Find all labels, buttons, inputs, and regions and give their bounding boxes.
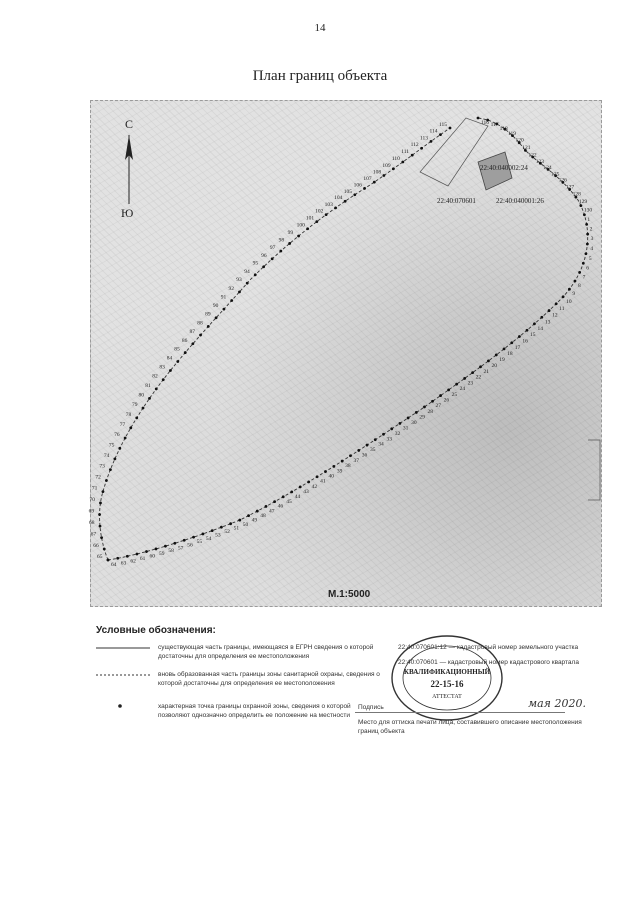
boundary-point-marker [148, 397, 151, 400]
boundary-point-label: 62 [130, 558, 136, 565]
boundary-point-label: 51 [233, 525, 240, 532]
stamp-seal [388, 632, 506, 724]
boundary-point-marker [162, 378, 165, 381]
boundary-point-label: 41 [320, 478, 326, 485]
boundary-point-label: 104 [334, 195, 343, 202]
boundary-point-label: 44 [294, 493, 301, 500]
boundary-point-label: 65 [97, 554, 103, 560]
cadastral-label: 22:40:040002:24 [480, 164, 528, 172]
boundary-point-marker [99, 502, 102, 505]
boundary-point-label: 21 [483, 368, 490, 375]
boundary-point-marker [290, 490, 293, 493]
boundary-point-label: 29 [419, 414, 425, 421]
boundary-point-marker [324, 470, 327, 473]
boundary-point-label: 64 [111, 562, 117, 568]
boundary-point-marker [439, 133, 442, 136]
boundary-point-label: 125 [551, 171, 560, 178]
boundary-point-label: 124 [543, 165, 552, 172]
boundary-point-marker [201, 533, 204, 536]
boundary-point-marker [124, 437, 127, 440]
boundary-point-label: 100 [296, 222, 305, 229]
boundary-point-label: 33 [386, 436, 392, 443]
boundary-point-marker [471, 371, 474, 374]
boundary-point-label: 122 [528, 152, 537, 159]
boundary-point-label: 67 [90, 531, 97, 538]
boundary-point-label: 92 [228, 285, 234, 292]
boundary-point-label: 15 [529, 332, 536, 339]
boundary-point-label: 26 [443, 397, 450, 404]
boundary-point-label: 128 [572, 191, 581, 198]
legend-item-point: характерная точка границы охранной зоны, сведения о которой позволяют однозначно определить ее положение на местности [158, 703, 351, 719]
boundary-point-marker [191, 342, 194, 345]
boundary-point-marker [455, 383, 458, 386]
boundary-point-label: 6 [586, 265, 590, 272]
boundary-point-marker [102, 490, 105, 493]
boundary-point-label: 99 [287, 230, 294, 237]
boundary-point-marker [265, 505, 268, 508]
boundary-point-label: 106 [353, 182, 362, 189]
boundary-point-marker [332, 465, 335, 468]
boundary-point-label: 12 [552, 312, 558, 319]
boundary-point-marker [192, 536, 195, 539]
boundary-point-label: 111 [401, 149, 410, 156]
boundary-point-label: 88 [197, 320, 203, 327]
south-label: Ю [121, 206, 134, 220]
boundary-point-marker [495, 354, 498, 357]
boundary-point-marker [583, 213, 586, 216]
boundary-point-label: 3 [590, 236, 594, 243]
boundary-point-label: 117 [490, 122, 499, 129]
boundary-point-marker [568, 288, 571, 291]
boundary-point-marker [586, 243, 589, 246]
boundary-point-label: 129 [578, 199, 588, 206]
boundary-point-marker [316, 475, 319, 478]
boundary-point-label: 107 [363, 176, 372, 183]
boundary-point-label: 39 [336, 468, 343, 475]
boundary-point-label: 75 [108, 442, 115, 449]
cadastral-label: 22:40:070601 [437, 197, 476, 205]
boundary-point-label: 84 [166, 355, 173, 362]
boundary-point-marker [238, 519, 241, 522]
north-label: С [125, 117, 134, 131]
boundary-point-label: 98 [278, 237, 285, 244]
svg-text:22-15-16: 22-15-16 [430, 679, 464, 689]
boundary-point-label: 17 [514, 344, 521, 351]
boundary-point-label: 114 [429, 128, 438, 135]
boundary-point-marker [155, 388, 158, 391]
boundary-point-marker [145, 550, 148, 553]
boundary-point-marker [307, 480, 310, 483]
boundary-point-marker [116, 557, 119, 560]
boundary-point-marker [411, 154, 414, 157]
boundary-point-label: 63 [120, 560, 127, 567]
legend-cadastral-parcel: 22:40:070601:12 — кадастровый номер земельного участка [398, 644, 579, 651]
svg-text:КВАЛИФИКАЦИОННЫЙ: КВАЛИФИКАЦИОННЫЙ [403, 668, 491, 676]
boundary-point-marker [109, 468, 112, 471]
page-title: План границ объекта [252, 68, 388, 84]
boundary-point-label: 48 [260, 513, 266, 520]
boundary-point-marker [299, 486, 302, 489]
boundary-point-label: 113 [419, 135, 429, 142]
boundary-point-marker [540, 316, 543, 319]
boundary-point-label: 126 [558, 177, 567, 184]
boundary-point-marker [118, 447, 121, 450]
boundary-point-marker [447, 388, 450, 391]
boundary-point-label: 119 [507, 131, 517, 138]
boundary-point-label: 60 [149, 553, 155, 560]
boundary-point-label: 13 [544, 319, 551, 326]
boundary-point-label: 86 [181, 337, 188, 344]
boundary-point-label: 102 [315, 208, 324, 215]
boundary-point-label: 43 [303, 488, 309, 495]
boundary-point-label: 54 [205, 535, 212, 542]
boundary-point-label: 18 [507, 350, 513, 357]
boundary-point-label: 96 [261, 252, 267, 259]
boundary-point-label: 45 [286, 498, 292, 505]
boundary-point-label: 85 [174, 346, 180, 353]
boundary-point-marker [315, 220, 318, 223]
boundary-point-marker [334, 206, 337, 209]
boundary-point-marker [390, 427, 393, 430]
boundary-point-label: 47 [268, 508, 275, 515]
boundary-point-marker [423, 405, 426, 408]
boundary-point-label: 97 [269, 245, 276, 252]
boundary-point-label: 30 [411, 419, 417, 426]
boundary-point-marker [256, 510, 259, 513]
boundary-point-marker [430, 140, 433, 143]
boundary-point-marker [477, 117, 480, 120]
boundary-point-marker [526, 329, 529, 332]
boundary-point-label: 68 [88, 520, 95, 527]
boundary-point-label: 10 [566, 298, 572, 305]
boundary-point-label: 81 [145, 382, 151, 389]
boundary-point-label: 93 [236, 277, 242, 284]
boundary-point-marker [183, 539, 186, 542]
boundary-point-marker [392, 167, 395, 170]
boundary-point-label: 69 [88, 508, 95, 515]
boundary-point-marker [164, 545, 167, 548]
boundary-point-marker [98, 513, 101, 516]
boundary-point-label: 8 [577, 283, 581, 290]
boundary-point-label: 22 [475, 374, 482, 381]
boundary-point-marker [199, 334, 202, 337]
map-scale: М.1:5000 [328, 589, 371, 600]
boundary-point-label: 52 [224, 529, 230, 536]
boundary-point-marker [349, 454, 352, 457]
boundary-point-label: 46 [277, 503, 284, 510]
boundary-point-label: 72 [95, 474, 101, 481]
boundary-point-label: 89 [205, 311, 211, 318]
boundary-point-label: 78 [125, 411, 132, 418]
boundary-point-marker [382, 433, 385, 436]
boundary-point-label: 23 [467, 380, 474, 387]
boundary-point-label: 120 [515, 137, 524, 144]
cadastral-label: 22:40:040001:26 [496, 197, 544, 205]
boundary-point-label: 55 [196, 539, 203, 546]
boundary-point-marker [341, 460, 344, 463]
boundary-point-label: 36 [361, 452, 368, 459]
boundary-point-marker [518, 335, 521, 338]
boundary-point-marker [586, 233, 589, 236]
boundary-point-label: 20 [491, 362, 497, 369]
boundary-point-marker [373, 181, 376, 184]
boundary-point-marker [135, 416, 138, 419]
boundary-point-marker [176, 360, 179, 363]
boundary-point-label: 27 [435, 403, 442, 410]
boundary-point-marker [449, 127, 452, 130]
boundary-point-marker [344, 200, 347, 203]
boundary-point-label: 53 [215, 532, 221, 539]
boundary-point-marker [173, 542, 176, 545]
boundary-point-marker [399, 422, 402, 425]
boundary-point-label: 87 [189, 329, 196, 336]
boundary-point-label: 1 [587, 216, 591, 223]
boundary-point-marker [325, 213, 328, 216]
boundary-point-label: 90 [212, 303, 219, 310]
boundary-point-label: 130 [583, 207, 593, 214]
boundary-point-label: 79 [131, 402, 138, 409]
boundary-point-label: 95 [252, 260, 259, 267]
boundary-point-marker [155, 548, 158, 551]
boundary-point-marker [463, 377, 466, 380]
boundary-point-label: 19 [499, 356, 505, 363]
boundary-point-label: 74 [103, 452, 110, 459]
boundary-point-label: 25 [451, 391, 458, 398]
boundary-point-label: 35 [370, 447, 376, 454]
boundary-point-label: 32 [394, 430, 401, 437]
boundary-point-marker [578, 271, 581, 274]
boundary-point-marker [582, 262, 585, 265]
boundary-point-label: 40 [328, 473, 334, 480]
boundary-point-marker [254, 273, 257, 276]
boundary-point-marker [262, 265, 265, 268]
legend-point-icon [118, 704, 122, 708]
boundary-point-label: 108 [372, 169, 382, 176]
boundary-point-marker [585, 223, 588, 226]
boundary-point-marker [215, 316, 218, 319]
boundary-point-label: 24 [459, 386, 466, 393]
boundary-point-marker [279, 250, 282, 253]
boundary-point-label: 80 [138, 392, 144, 399]
boundary-point-label: 77 [119, 421, 126, 428]
boundary-point-marker [357, 449, 360, 452]
boundary-point-label: 9 [572, 291, 576, 298]
boundary-point-marker [420, 147, 423, 150]
boundary-point-marker [555, 302, 558, 305]
boundary-point-marker [503, 347, 506, 350]
boundary-point-label: 82 [152, 373, 158, 380]
boundary-point-marker [229, 522, 232, 525]
boundary-point-marker [247, 514, 250, 517]
boundary-point-label: 50 [242, 522, 249, 529]
boundary-point-label: 2 [589, 226, 593, 233]
boundary-point-label: 7 [582, 274, 586, 281]
boundary-point-marker [407, 417, 410, 420]
north-arrow-icon [125, 135, 133, 204]
boundary-point-label: 121 [522, 144, 531, 151]
boundary-point-marker [100, 536, 103, 539]
legend-title: Условные обозначения: [96, 625, 216, 636]
boundary-point-marker [207, 325, 210, 328]
boundary-point-marker [562, 295, 565, 298]
boundary-point-marker [353, 193, 356, 196]
boundary-point-marker [439, 394, 442, 397]
boundary-point-marker [238, 290, 241, 293]
boundary-point-label: 4 [590, 246, 594, 253]
boundary-point-label: 31 [402, 425, 409, 432]
boundary-point-label: 5 [588, 255, 592, 262]
boundary-point-label: 71 [91, 485, 98, 492]
boundary-point-label: 105 [343, 188, 353, 195]
legend-item-new: вновь образованная часть границы зоны санитарной охраны, сведения о которой достаточны для определения ее местоположения [158, 671, 380, 687]
outer-boundary-points [107, 117, 594, 568]
boundary-point-marker [282, 495, 285, 498]
boundary-point-marker [223, 308, 226, 311]
boundary-point-marker [113, 457, 116, 460]
boundary-point-marker [479, 365, 482, 368]
boundary-point-label: 127 [565, 184, 575, 191]
right-edge-parcel [588, 440, 600, 500]
boundary-point-marker [169, 369, 172, 372]
boundary-point-marker [136, 553, 139, 556]
boundary-point-label: 49 [251, 517, 258, 524]
boundary-point-label: 110 [391, 155, 400, 162]
boundary-point-marker [487, 359, 490, 362]
svg-text:АТТЕСТАТ: АТТЕСТАТ [432, 694, 462, 700]
boundary-point-marker [129, 426, 132, 429]
boundary-point-label: 37 [353, 457, 359, 464]
boundary-point-marker [246, 282, 249, 285]
boundary-point-label: 61 [139, 556, 146, 563]
stamp-place-note: Место для оттиска печати лица, составившего описание местоположения границ объекта [358, 719, 582, 735]
boundary-point-marker [273, 500, 276, 503]
inner-boundary-points [89, 122, 452, 561]
boundary-point-label: 66 [93, 542, 99, 549]
boundary-point-marker [510, 341, 513, 344]
boundary-point-marker [431, 400, 434, 403]
boundary-point-marker [105, 479, 108, 482]
signature-date: мая 2020. [528, 697, 586, 710]
boundary-point-label: 56 [187, 542, 193, 549]
boundary-point-marker [585, 252, 588, 255]
boundary-point-label: 112 [410, 142, 419, 149]
boundary-point-label: 58 [168, 548, 174, 555]
boundary-point-label: 109 [382, 162, 391, 169]
boundary-point-label: 91 [220, 294, 227, 301]
boundary-point-marker [306, 227, 309, 230]
boundary-point-label: 34 [378, 441, 384, 448]
boundary-point-marker [184, 351, 187, 354]
legend-item-existing: существующая часть границы, имеющаяся в ЕГРН сведения о которой достаточны для определения ее местоположения [158, 644, 374, 660]
boundary-point-label: 38 [345, 463, 351, 470]
boundary-point-label: 101 [305, 215, 315, 222]
boundary-point-label: 103 [324, 201, 333, 208]
boundary-point-label: 115 [439, 122, 448, 128]
boundary-point-marker [230, 299, 233, 302]
boundary-point-label: 11 [559, 305, 565, 312]
boundary-point-marker [211, 529, 214, 532]
boundary-point-label: 83 [159, 364, 165, 371]
boundary-point-marker [548, 309, 551, 312]
boundary-point-label: 57 [177, 545, 184, 552]
boundary-point-label: 118 [499, 125, 508, 132]
signature-label: Подпись [358, 704, 384, 711]
boundary-point-marker [220, 526, 223, 529]
boundary-point-marker [374, 438, 377, 441]
boundary-point-marker [297, 235, 300, 238]
legend-cadastral-quarter: 22:40:070601 — кадастровый номер кадастрового квартала [398, 659, 579, 666]
boundary-point-label: 14 [537, 325, 543, 332]
boundary-point-marker [415, 411, 418, 414]
boundary-point-marker [126, 555, 129, 558]
boundary-point-marker [271, 257, 274, 260]
signature-line [355, 712, 565, 713]
boundary-point-label: 59 [158, 550, 165, 557]
boundary-point-label: 94 [244, 268, 250, 275]
boundary-point-label: 123 [535, 159, 544, 166]
boundary-point-marker [103, 548, 106, 551]
page-number: 14 [314, 22, 326, 34]
boundary-point-label: 70 [89, 496, 95, 503]
boundary-point-marker [363, 187, 366, 190]
boundary-point-marker [288, 242, 291, 245]
boundary-point-marker [366, 444, 369, 447]
boundary-point-marker [142, 407, 145, 410]
boundary-point-label: 16 [522, 338, 528, 345]
boundary-point-label: 76 [114, 431, 120, 438]
boundary-point-marker [382, 174, 385, 177]
boundary-point-marker [99, 525, 102, 528]
boundary-point-marker [533, 322, 536, 325]
boundary-point-marker [107, 559, 110, 562]
boundary-point-label: 116 [481, 120, 490, 126]
boundary-point-marker [401, 161, 404, 164]
boundary-point-label: 73 [99, 463, 105, 470]
boundary-point-label: 42 [311, 483, 318, 490]
boundary-point-label: 28 [427, 408, 433, 415]
boundary-point-marker [574, 280, 577, 283]
